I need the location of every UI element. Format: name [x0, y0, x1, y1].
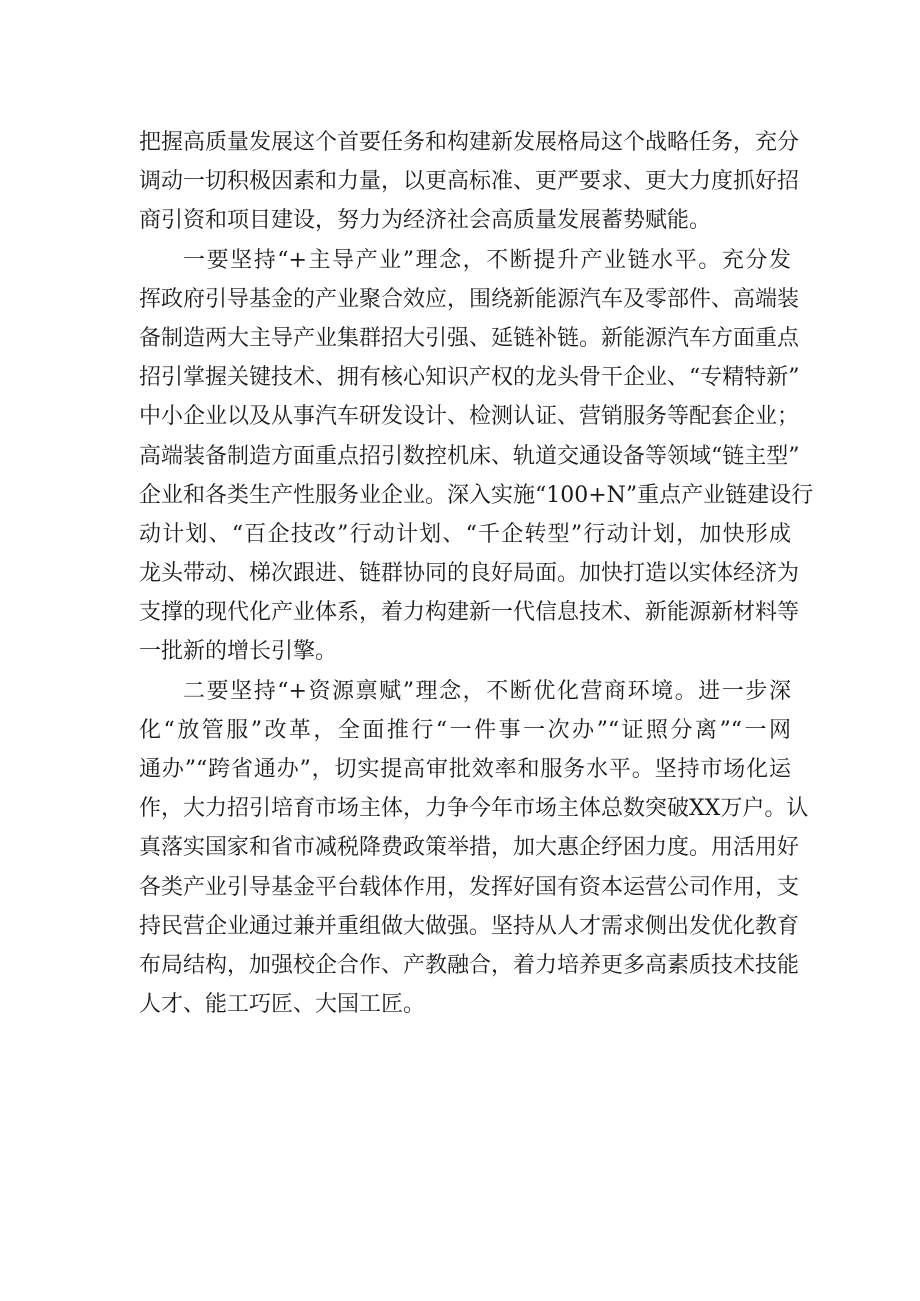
text-line: 支撑的现代化产业体系，着力构建新一代信息技术、新能源新材料等 — [139, 600, 800, 626]
text-line: 龙头带动、梯次跟进、链群协同的良好局面。加快打造以实体经济为 — [139, 561, 800, 587]
text-line: 招引掌握关键技术、拥有核心知识产权的龙头骨干企业、“专精特新” — [139, 365, 800, 391]
text-line: 调动一切积极因素和力量，以更高标准、更严要求、更大力度抓好招 — [139, 169, 800, 195]
text-line: 化“放管服”改革，全面推行“一件事一次办”“证照分离”“一网 — [139, 717, 791, 743]
text-line: 通办”“跨省通办”，切实提高审批效率和服务水平。坚持市场化运 — [139, 757, 791, 782]
text-line: 人才、能工巧匠、大国工匠。 — [139, 992, 426, 1018]
text-line: 二要坚持“+资源禀赋”理念，不断优化营商环境。进一步深 — [183, 678, 791, 704]
text-line: 作，大力招引培育市场主体，力争今年市场主体总数突破XX万户。认 — [139, 796, 809, 822]
text-line: 布局结构，加强校企合作、产教融合，着力培养更多高素质技术技能 — [139, 952, 800, 978]
text-line: 动计划、“百企技改”行动计划、“千企转型”行动计划，加快形成 — [139, 521, 791, 547]
text-line: 各类产业引导基金平台载体作用，发挥好国有资本运营公司作用，支 — [139, 874, 800, 900]
text-line: 高端装备制造方面重点招引数控机床、轨道交通设备等领域“链主型” — [139, 443, 800, 469]
text-line: 持民营企业通过兼并重组做大做强。坚持从人才需求侧出发优化教育 — [139, 913, 800, 939]
paragraph-1 — [139, 123, 800, 241]
paragraph-3 — [139, 672, 809, 1025]
text-line: 挥政府引导基金的产业聚合效应，围绕新能源汽车及零部件、高端装 — [139, 286, 800, 312]
text-line: 一批新的增长引擎。 — [139, 639, 338, 665]
text-line: 真落实国家和省市减税降费政策举措，加大惠企纾困力度。用活用好 — [139, 835, 800, 861]
paragraph-2 — [139, 241, 814, 672]
text-line: 一要坚持“+主导产业”理念，不断提升产业链水平。充分发 — [183, 247, 791, 273]
document-body — [139, 123, 814, 1024]
text-line: 中小企业以及从事汽车研发设计、检测认证、营销服务等配套企业； — [139, 404, 800, 430]
text-line: 企业和各类生产性服务业企业。深入实施“100+N”重点产业链建设行 — [139, 482, 814, 508]
text-line: 商引资和项目建设，努力为经济社会高质量发展蓄势赋能。 — [139, 208, 712, 234]
text-line: 把握高质量发展这个首要任务和构建新发展格局这个战略任务，充分 — [139, 130, 800, 155]
text-line: 备制造两大主导产业集群招大引强、延链补链。新能源汽车方面重点 — [139, 325, 800, 351]
